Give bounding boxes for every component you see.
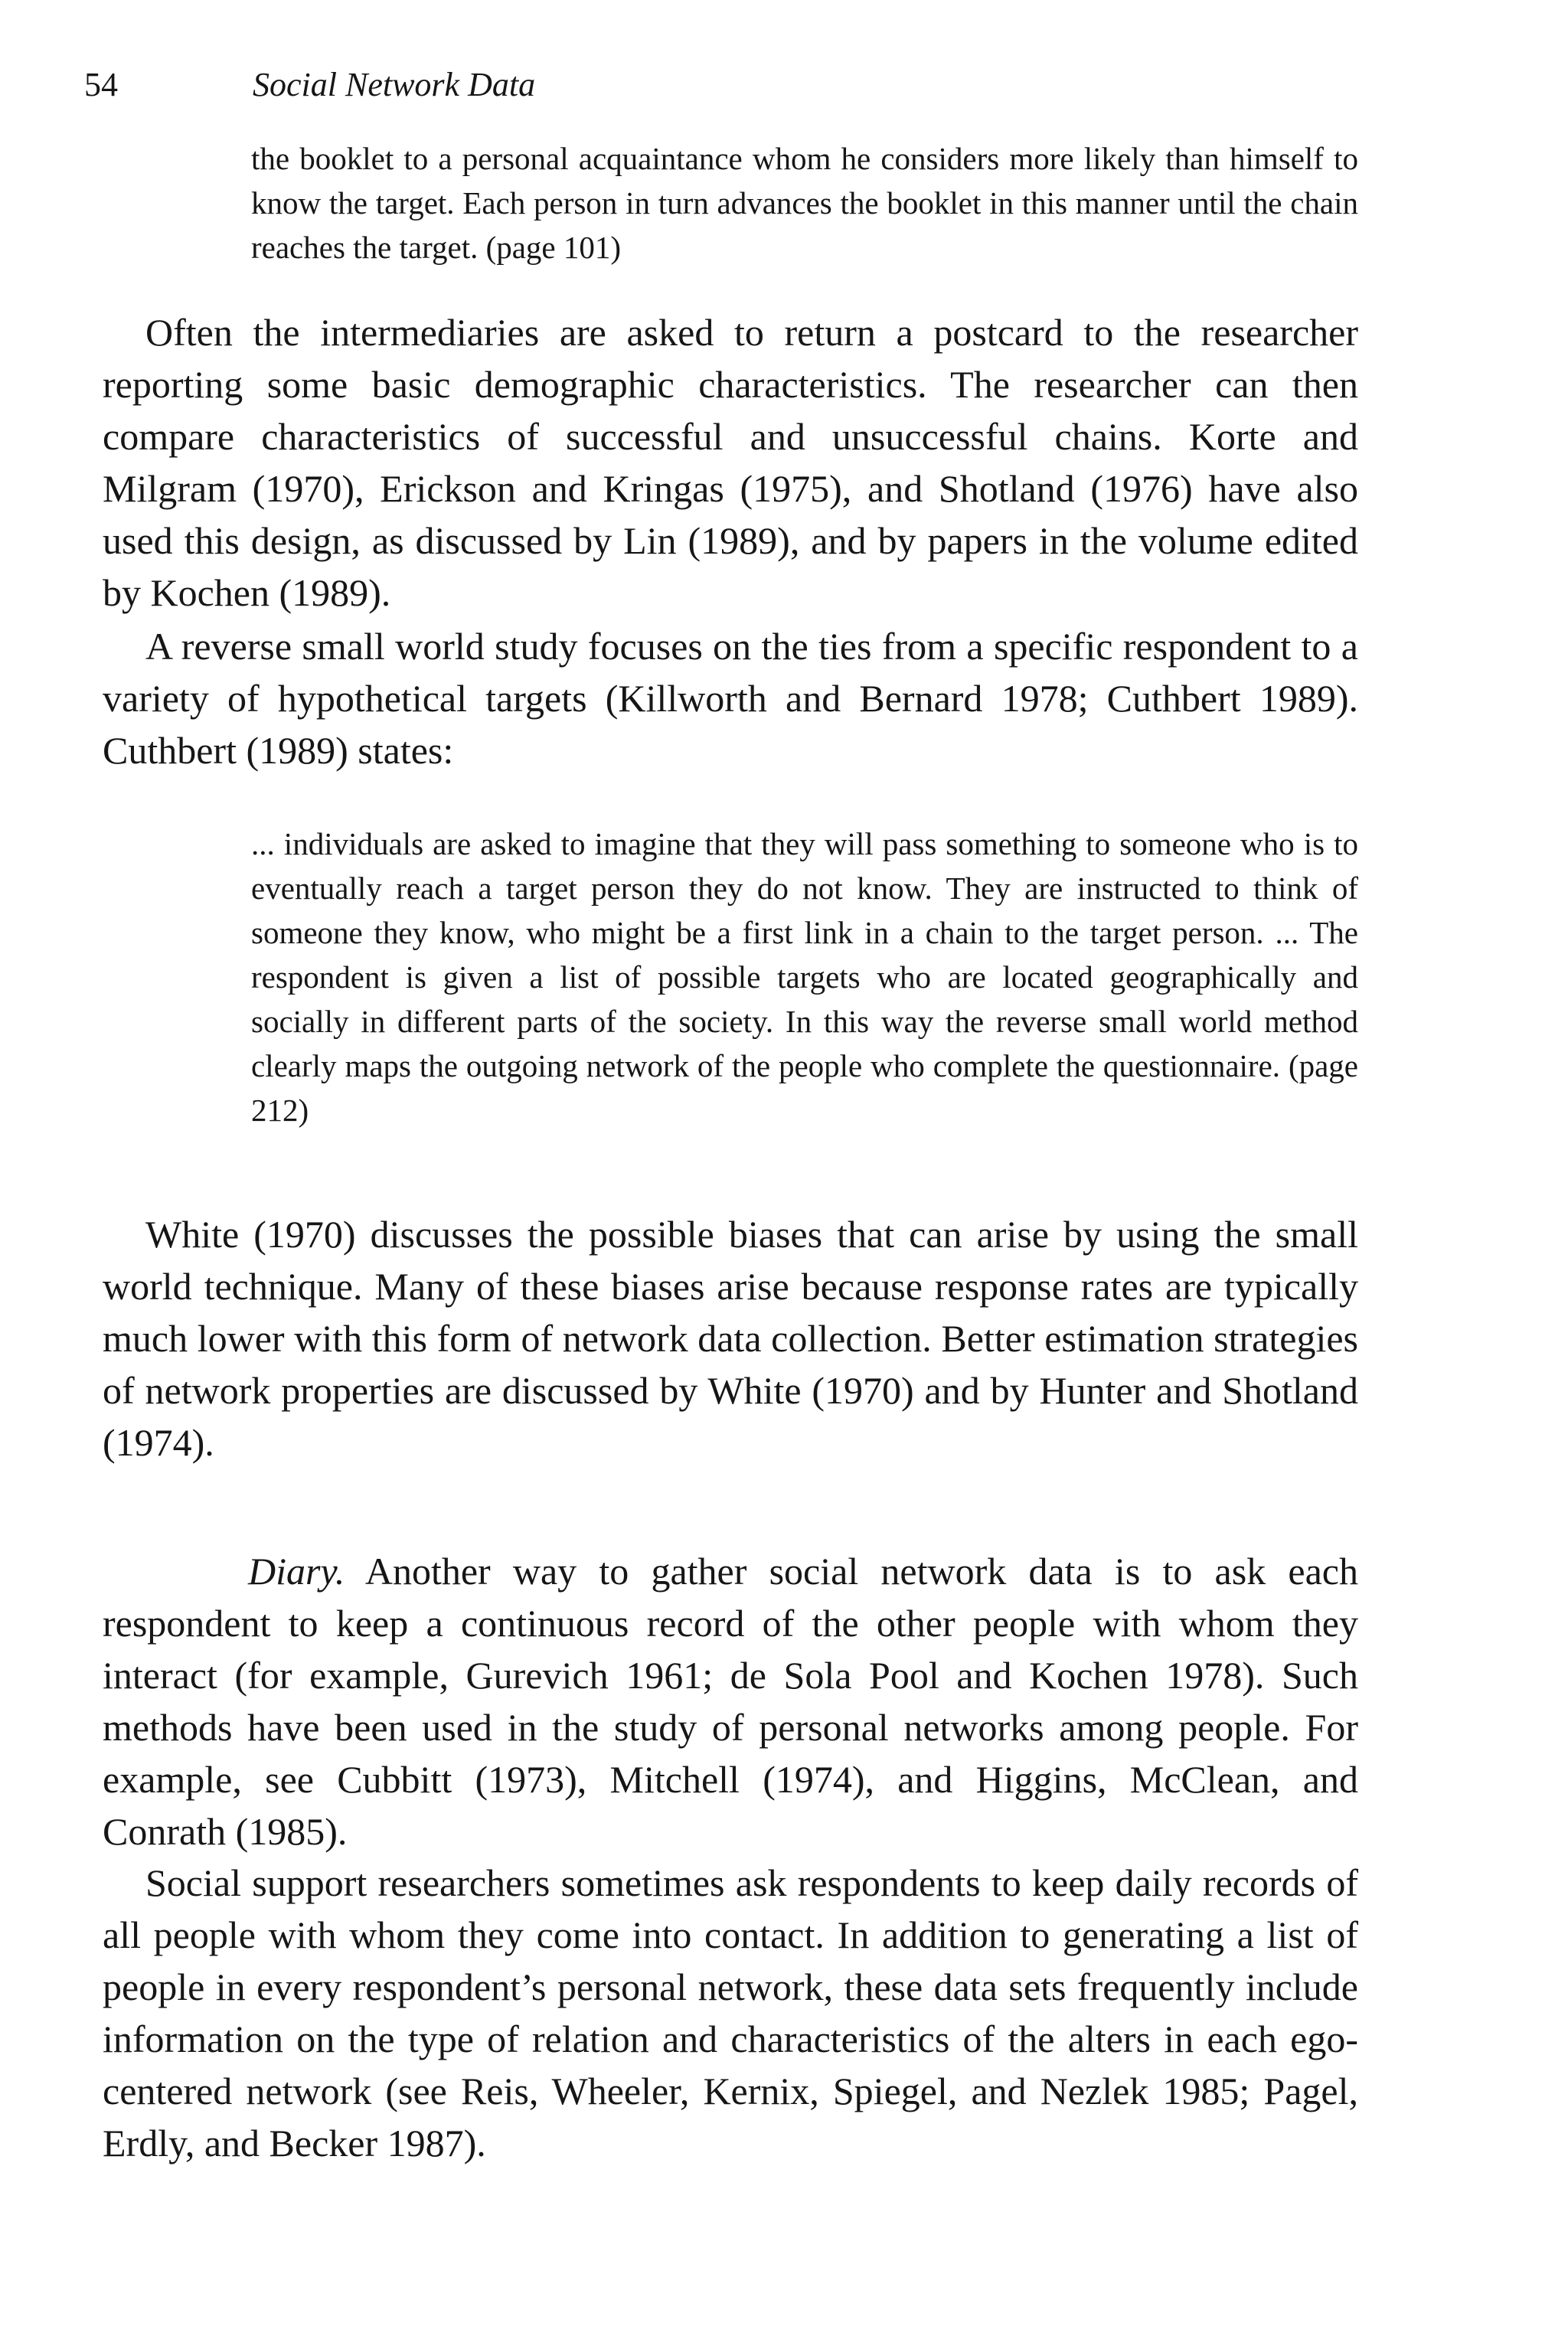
page-number: 54: [84, 66, 118, 103]
block-quote-cuthbert: [251, 822, 1358, 1132]
paragraph-text: A reverse small world study focuses on the ties from a specific respondent to a variety of hypothetical targets (Killworth and Bernard 1978; Cuthbert 1989). Cuthbert (1989) states:: [103, 625, 1358, 772]
paragraph-text: White (1970) discusses the possible biases that can arise by using the small world technique. Many of these biases arise because response rates are typically much lower with this form of network data collection. Better estimation strategies of network properties are discussed by White (1970) and by Hunter and Shotland (1974).: [103, 1213, 1358, 1464]
paragraph-text: Often the intermediaries are asked to return a postcard to the researcher reporting some basic demographic characteristics. The researcher can then compare characteristics of successful and unsuccessful chains. Korte and Milgram (1970), Erickson and Kringas (1975), and Shotland (1976) have also used this design, as discussed by Lin (1989), and by papers in the volume edited by Kochen (1989).: [103, 311, 1358, 614]
run-in-heading: Diary.: [248, 1550, 345, 1593]
paragraph-postcard-demographics: [103, 306, 1358, 619]
paragraph-body: Another way to gather social network data is to ask each respondent to keep a continuous record of the other people with whom they interact (for example, Gurevich 1961; de Sola Pool and Kochen 1978). Such methods have been used in the study of personal networks among people. For example, see Cubbitt (1973), Mitchell (1974), and Higgins, McClean, and Conrath (1985).: [103, 1550, 1358, 1853]
quote-text: the booklet to a personal acquaintance whom he considers more likely than himself to know the target. Each person in turn advances the booklet in this manner until the chain reaches the target. (page 101): [251, 141, 1358, 265]
quote-text: ... individuals are asked to imagine that they will pass something to someone who is to eventually reach a target person they do not know. They are instructed to think of someone they know, who might be a first link in a chain to the target person. ... The respondent is given a list of possible targets who are located geographically and socially in different parts of the society. In this way the reverse small world method clearly maps the outgoing network of the people who complete the questionnaire. (page 212): [251, 826, 1358, 1128]
running-title: Social Network Data: [253, 66, 536, 103]
paragraph-reverse-small-world: [103, 620, 1358, 776]
paragraph-text: [103, 1545, 1358, 1857]
block-quote-continued: [251, 136, 1358, 270]
paragraph-text: Social support researchers sometimes ask respondents to keep daily records of all people with whom they come into contact. In addition to generating a list of people in every respondent’s personal network, these data sets frequently include information on the type of relation and characteristics of the alters in each ego-centered network (see Reis, Wheeler, Kernix, Spiegel, and Nezlek 1985; Pagel, Erdly, and Becker 1987).: [103, 1861, 1358, 2164]
paragraph-biases: [103, 1208, 1358, 1469]
running-head: [84, 58, 535, 112]
paragraph-social-support: [103, 1857, 1358, 2169]
paragraph-diary: [103, 1545, 1358, 1857]
